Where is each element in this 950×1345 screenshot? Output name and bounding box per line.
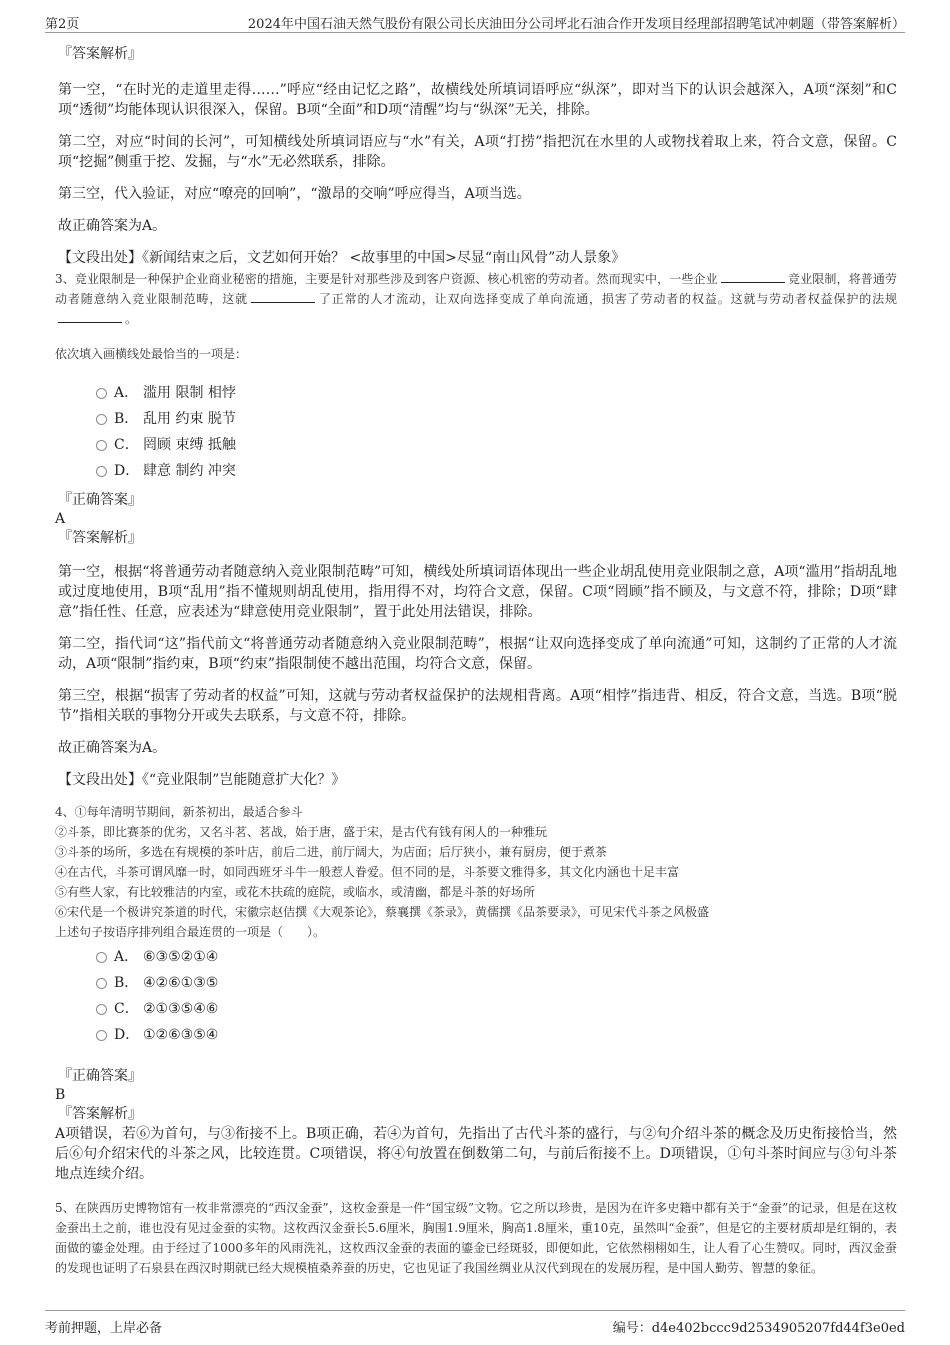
q2-analysis-label: 『答案解析』	[58, 46, 142, 62]
option-letter: D．	[114, 1027, 140, 1043]
question-3-stem	[55, 269, 897, 329]
option-text: ①②⑥③⑤④	[143, 1027, 219, 1043]
q2-analysis-paragraph-2: 第二空，对应“时间的长河”，可知横线处所填词语应与“水”有关，A项“打捞”指把沉在水里的人或物找着取上来，符合文意，保留。C项“挖掘”侧重于挖、发掘，与“水”无必然联系，排除。	[58, 134, 897, 170]
option-text: ⑥③⑤②①④	[143, 949, 219, 965]
option-letter: A．	[114, 385, 139, 401]
q2-analysis-paragraph-3: 第三空，代入验证，对应“嘹亮的回响”，“激昂的交响”呼应得当，A项当选。	[58, 186, 531, 202]
question-5-passage: 5、在陕西历史博物馆有一枚非常漂亮的“西汉金蚕”，这枚金蚕是一件“国宝级”文物。它之所以珍贵，是因为在许多史籍中都有关于“金蚕”的记录，但是在这枚金蚕出土之前，谁也没有见过金蚕的实物。这枚西汉金蚕长5.6厘米，胸围1.9厘米，胸高1.8厘米，重10克，虽然叫“金蚕”，但是它的主要材质却是红铜的，表面做的鎏金处理。由于经过了1000多年的风雨洗礼，这枚西汉金蚕的表面的鎏金已经斑驳，即便如此，它依然栩栩如生，让人看了心生赞叹。同时，西汉金蚕的发现也证明了石泉县在西汉时期就已经大规模植桑养蚕的历史，它也见证了我国丝绸业从汉代到现在的发展历程，是中国人勤劳、智慧的象征。	[55, 1201, 897, 1275]
option-letter: B．	[114, 975, 139, 991]
question-4-options	[55, 944, 897, 1048]
question-4-line: ⑤有些人家，有比较雅洁的内室，或花木扶疏的庭院，或临水，或清幽，都是斗茶的好场所	[55, 885, 536, 899]
page-header	[45, 10, 905, 33]
option-text: 罔顾 束缚 抵触	[143, 437, 236, 453]
footer-slogan: 考前押题，上岸必备	[45, 1321, 163, 1336]
option-text: 肆意 制约 冲突	[143, 463, 236, 479]
blank-line	[251, 290, 315, 303]
option-letter: C．	[114, 437, 139, 453]
question-4-line: ⑥宋代是一个极讲究茶道的时代，宋徽宗赵佶撰《大观茶论》，蔡襄撰《茶录》，黄儒撰《品茶要录》，可见宋代斗茶之风极盛	[55, 905, 710, 919]
page-footer	[45, 1310, 905, 1335]
option-letter: C．	[114, 1001, 139, 1017]
radio-button[interactable]	[96, 1030, 107, 1041]
document-serial-number: 编号：d4e402bccc9d2534905207fd44f3e0ed	[612, 1321, 905, 1336]
radio-button[interactable]	[96, 978, 107, 989]
radio-button[interactable]	[96, 414, 107, 425]
option-text: ④②⑥①③⑤	[143, 975, 219, 991]
q3-analysis-paragraph-2: 第二空，指代词“这”指代前文“将普通劳动者随意纳入竞业限制范畴”，根据“让双向选择变成了单向流通”可知，这制约了正常的人才流动，A项“限制”指约束，B项“约束”指限制使不越出范围，均符合文意，保留。	[58, 636, 897, 672]
question-4-line: ②斗茶，即比赛茶的优劣，又名斗茗、茗战，始于唐，盛于宋，是古代有钱有闲人的一种雅玩	[55, 825, 548, 839]
radio-button[interactable]	[96, 1004, 107, 1015]
radio-button[interactable]	[96, 466, 107, 477]
q3-analysis-paragraph-3: 第三空，根据“损害了劳动者的权益”可知，这就与劳动者权益保护的法规相背离。A项“相悖”指违背、相反，符合文意，当选。B项“脱节”指相关联的事物分开或失去联系，与文意不符，排除。	[58, 688, 897, 724]
question-4-stem	[55, 802, 897, 942]
q4-correct-answer: B	[55, 1087, 66, 1103]
page-content	[55, 44, 897, 1278]
q3-option-a[interactable]	[96, 380, 897, 406]
q3-conclusion: 故正确答案为A。	[58, 740, 167, 756]
radio-button[interactable]	[96, 440, 107, 451]
radio-button[interactable]	[96, 952, 107, 963]
q2-analysis-paragraph-1: 第一空，“在时光的走道里走得……”呼应“经由记忆之路”，故横线处所填词语呼应“纵深”，即对当下的认识会越深入，A项“深刻”和C项“透彻”均能体现认识很深入，保留。B项“全面”和D项“清醒”均与“纵深”无关，排除。	[58, 82, 897, 118]
option-text: 乱用 约束 脱节	[143, 411, 236, 427]
q3-source: 【文段出处】《“竞业限制”岂能随意扩大化？》	[58, 772, 346, 788]
document-title: 2024年中国石油天然气股份有限公司长庆油田分公司坪北石油合作开发项目经理部招聘笔试冲刺题（带答案解析）	[247, 17, 905, 32]
option-text: 滥用 限制 相悖	[143, 385, 236, 401]
q4-option-d[interactable]	[96, 1022, 897, 1048]
question-3-stem-part-2: 竞业限制，将普通劳动者随意纳入竞业限制范畴，这就	[55, 272, 897, 306]
question-4-line: ④在古代，斗茶可谓风靡一时，如同西班牙斗牛一般惹人眷爱。但不同的是，斗茶要文雅得多，其文化内涵也十足丰富	[55, 865, 680, 879]
q3-analysis-paragraph-1: 第一空，根据“将普通劳动者随意纳入竞业限制范畴”可知，横线处所填词语体现出一些企业胡乱使用竞业限制之意，A项“滥用”指胡乱地或过度地使用，B项“乱用”指不懂规则胡乱使用，指用得不对，均符合文意，保留。C项“罔顾”指不顾及，与文意不符，排除；D项“肆意”指任性、任意，应表述为“肆意使用竞业限制”，置于此处用法错误，排除。	[58, 564, 897, 620]
option-letter: B．	[114, 411, 139, 427]
q3-correct-answer: A	[55, 511, 66, 527]
question-3-options	[55, 380, 897, 484]
q3-option-d[interactable]	[96, 458, 897, 484]
question-4-line: 4、①每年清明节期间，新茶初出，最适合参斗	[55, 805, 303, 819]
q4-correct-answer-label: 『正确答案』	[58, 1068, 142, 1084]
question-3-instruction: 依次填入画横线处最恰当的一项是：	[55, 347, 248, 361]
q2-conclusion: 故正确答案为A。	[58, 218, 167, 234]
q3-option-b[interactable]	[96, 406, 897, 432]
q2-source: 【文段出处】《新闻结束之后，文艺如何开始？ <故事里的中国>尽显“南山风骨”动人景象》	[58, 250, 626, 266]
option-text: ②①③⑤④⑥	[143, 1001, 219, 1017]
q4-analysis: A项错误，若⑥为首句，与③衔接不上。B项正确，若④为首句，先指出了古代斗茶的盛行，与②句介绍斗茶的概念及历史衔接恰当，然后⑥句介绍宋代的斗茶之风，比较连贯。C项错误，将④句放置在倒数第二句，与前后衔接不上。D项错误，①句斗茶时间应与③句斗茶地点连续介绍。	[55, 1126, 897, 1182]
radio-button[interactable]	[96, 388, 107, 399]
q4-option-a[interactable]	[96, 944, 897, 970]
question-3-stem-part-3: 了正常的人才流动，让双向选择变成了单向流通，损害了劳动者的权益。这就与劳动者权益保护的法规	[318, 292, 897, 306]
blank-line	[721, 270, 785, 283]
option-letter: A．	[114, 949, 139, 965]
page-number: 第2页	[45, 17, 80, 32]
q4-option-c[interactable]	[96, 996, 897, 1022]
q4-analysis-label: 『答案解析』	[58, 1106, 142, 1122]
blank-line	[58, 310, 122, 323]
question-3-stem-part-1: 3、竞业限制是一种保护企业商业秘密的措施，主要是针对那些涉及到客户资源、核心机密的劳动者。然而现实中，一些企业	[55, 272, 718, 286]
question-4-instruction: 上述句子按语序排列组合最连贯的一项是（ ）。	[55, 925, 326, 939]
question-4-line: ③斗茶的场所，多选在有规模的茶叶店，前后二进，前厅阔大，为店面；后厅狭小，兼有厨房，便于煮茶	[55, 845, 608, 859]
question-3-stem-part-4: 。	[125, 312, 138, 326]
q3-analysis-label: 『答案解析』	[58, 530, 142, 546]
q4-option-b[interactable]	[96, 970, 897, 996]
q3-correct-answer-label: 『正确答案』	[58, 492, 142, 508]
option-letter: D．	[114, 463, 140, 479]
q3-option-c[interactable]	[96, 432, 897, 458]
